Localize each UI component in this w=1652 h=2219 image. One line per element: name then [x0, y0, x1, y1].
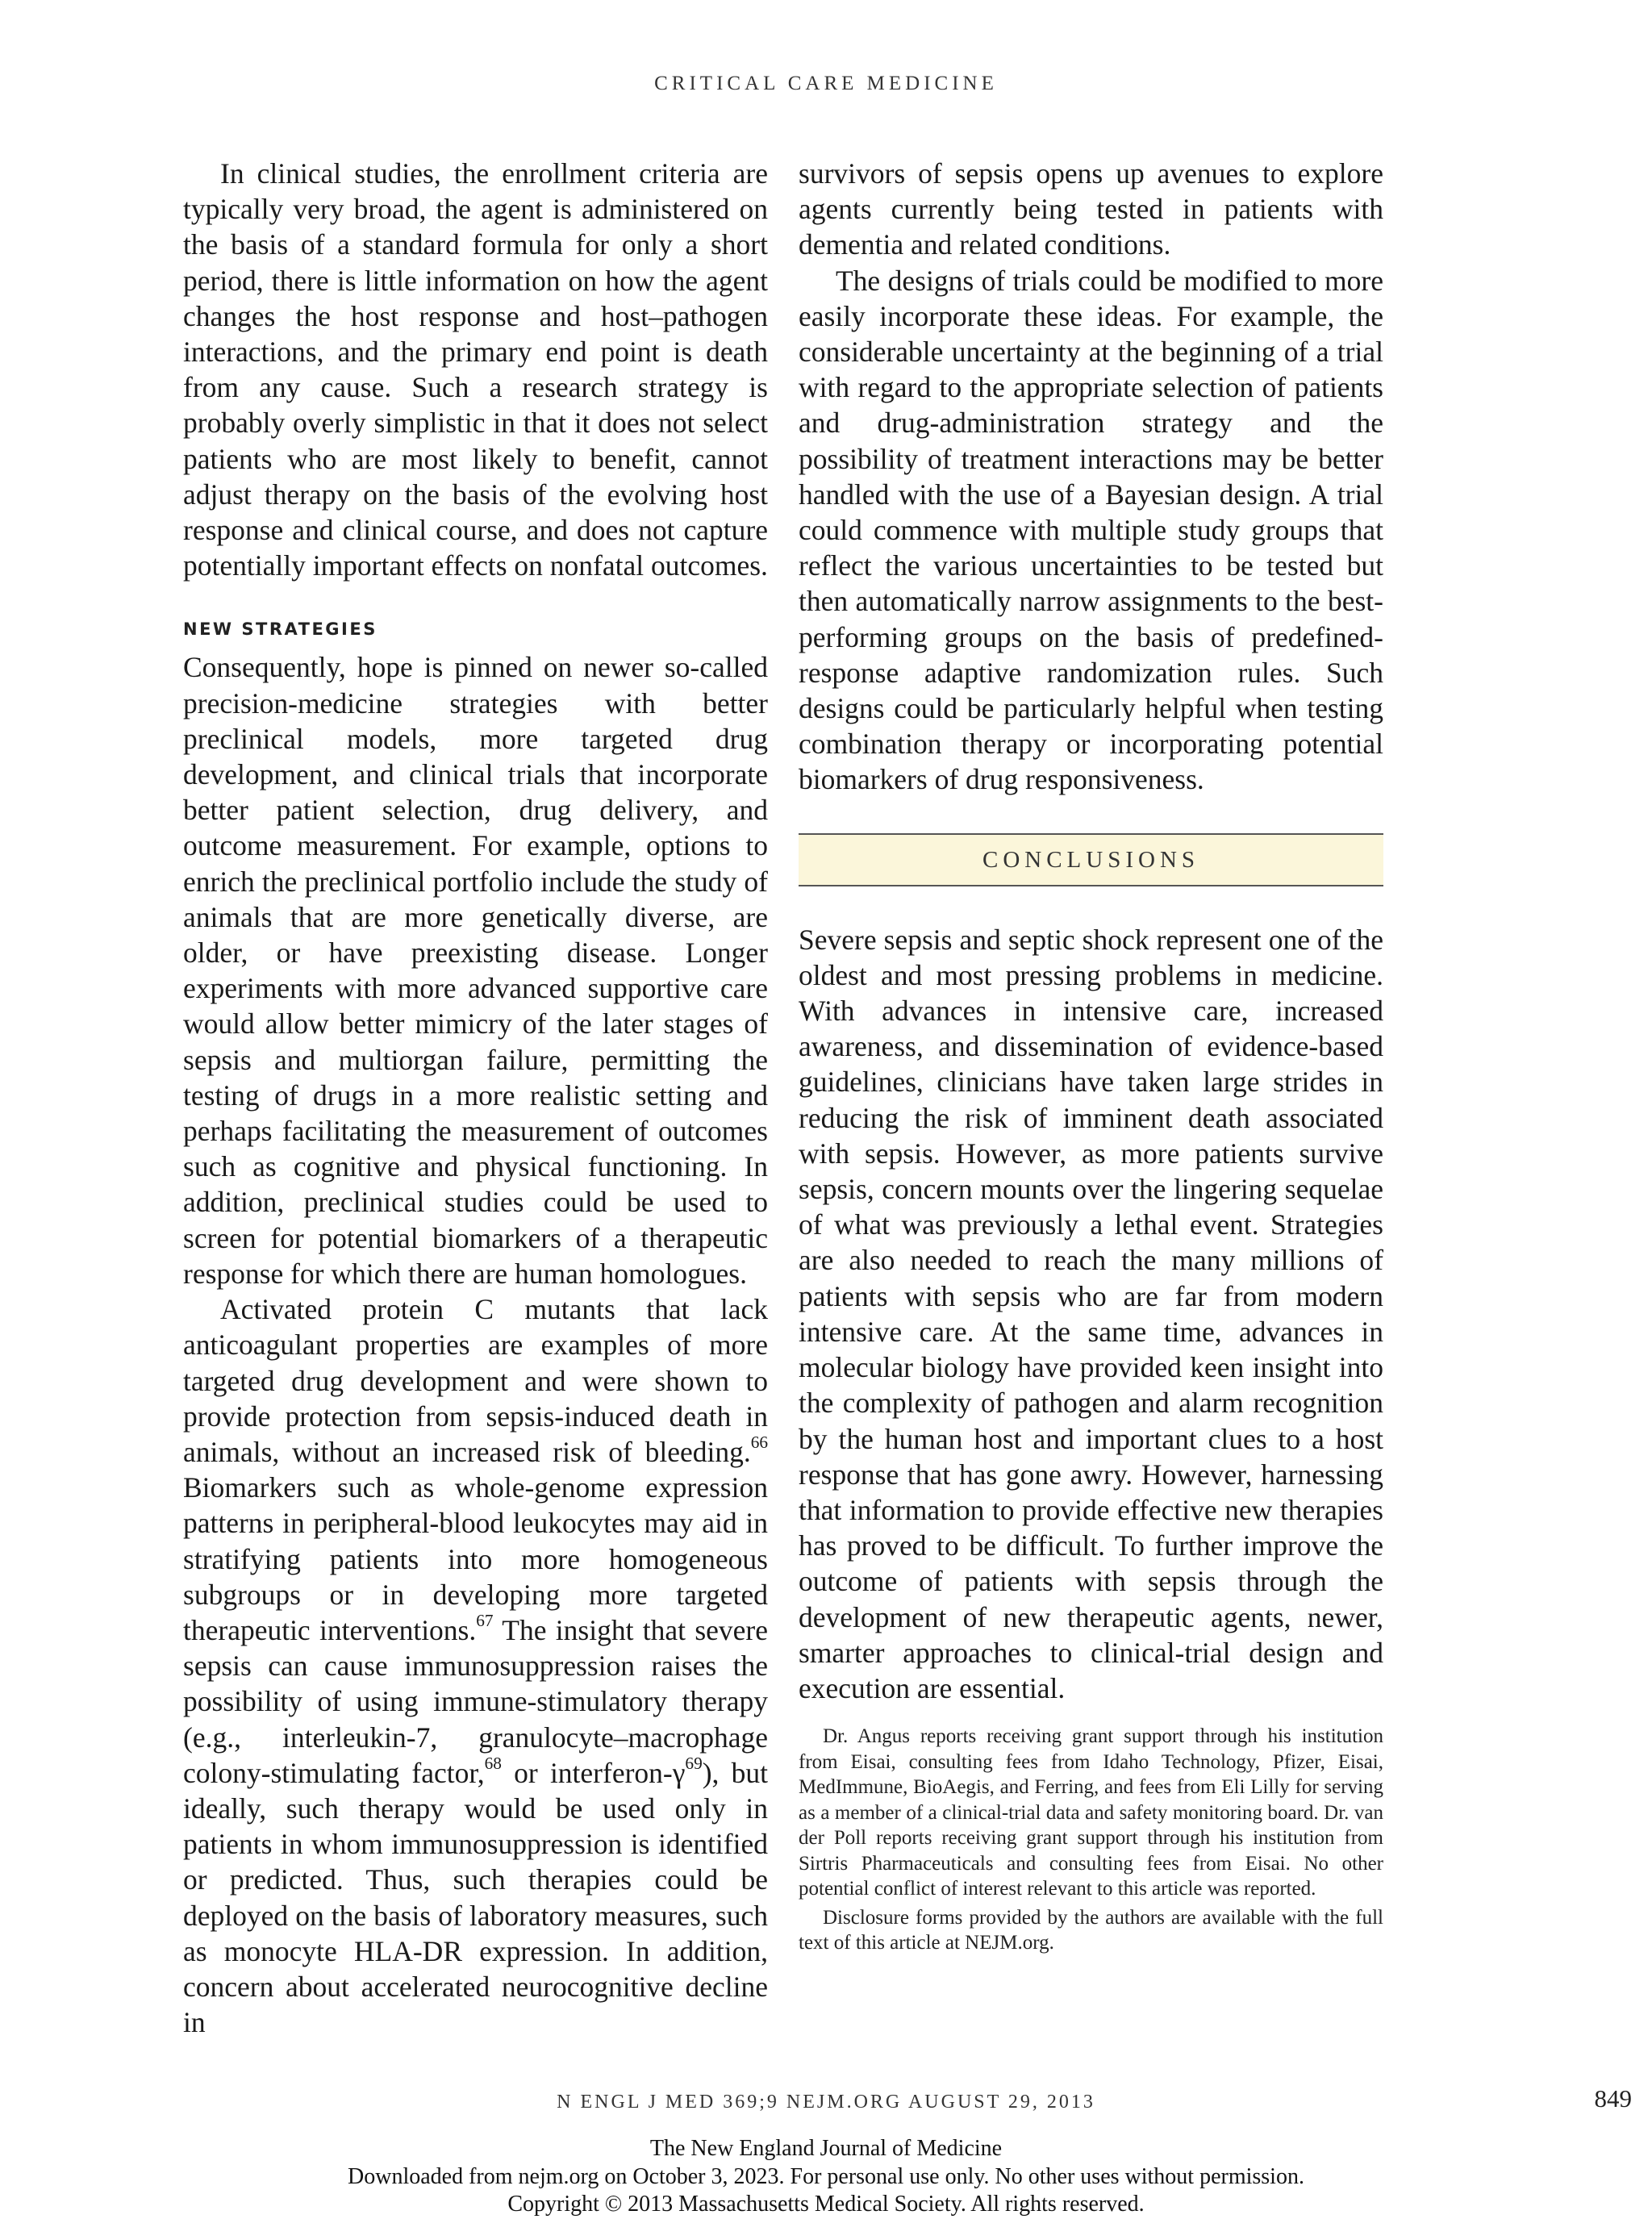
reference-67[interactable]: 67 [476, 1610, 494, 1630]
running-head: CRITICAL CARE MEDICINE [654, 73, 998, 94]
paragraph-conclusions: Severe sepsis and septic shock represent one of the oldest and most pressing problems in medicine. With advances in intensive care, increased awareness, and dissemination of evidence-based guidelines, clinicians have taken large strides in reducing the risk of imminent death associated with sepsis. However, as more patients survive sepsis, concern mounts over the lingering sequelae of what was previously a lethal event. Strategies are also needed to reach the many millions of patients with sepsis who are far from modern intensive care. At the same time, advances in molecular biology have provided keen insight into the complexity of pathogen and alarm recognition by the human host and important clues to a host response that has gone awry. However, harnessing that information to provide effective new therapies has proved to be difficult. To further improve the outcome of patients with sepsis through the development of new therapeutic agents, newer, smarter approaches to clinical-trial design and execution are essential. [799, 923, 1383, 1704]
journal-name: The New England Journal of Medicine [649, 2136, 1003, 2161]
disclosure-forms: Disclosure forms provided by the authors are available with the full text of this article at NEJM.org. [799, 1906, 1383, 1954]
paragraph-clinical-studies: In clinical studies, the enrollment criteria are typically very broad, the agent is administered on the basis of a standard formula for only a short period, there is little information on how the agent changes the host response and host–pathogen interactions, and the primary end point is death from any cause. Such a research strategy is probably overly simplistic in that it does not select patients who are most likely to benefit, cannot adjust therapy on the basis of the evolving host response and clinical course, and does not capture potentially important effects on nonfatal outcomes. [183, 157, 768, 582]
disclosure-conflicts: Dr. Angus reports receiving grant support through his institution from Eisai, consulting fees from Idaho Technology, Pfizer, Eisai, MedImmune, BioAegis, and Ferring, and fees from Eli Lilly for serving as a member of a clinical-trial data and safety monitoring board. Dr. van der Poll reports receiving grant support through his institution from Sirtris Pharmaceuticals and consulting fees from Eisai. No other potential conflict of interest relevant to this article was reported. [799, 1725, 1383, 1900]
paragraph-survivors: survivors of sepsis opens up avenues to explore agents currently being tested in patients with dementia and related conditions. [799, 157, 1383, 261]
subhead-new-strategies: NEW STRATEGIES [183, 619, 378, 640]
paragraph-new-strategies: Consequently, hope is pinned on newer so-called precision-medicine strategies with better preclinical models, more targeted drug development, and clinical trials that incorporate better patient selection, drug delivery, and outcome measurement. For example, options to enrich the preclinical portfolio include the study of animals that are more genetically diverse, are older, or have preexisting disease. Longer experiments with more advanced supportive care would allow better mimicry of the later stages of sepsis and multiorgan failure, permitting the testing of drugs in a more realistic setting and perhaps facilitating the measurement of outcomes such as cognitive and physical functioning. In addition, preclinical studies could be used to screen for potential biomarkers of a therapeutic response for which there are human homologues. [183, 651, 768, 1290]
section-title: CONCLUSIONS [982, 846, 1200, 873]
download-notice [0, 2135, 1652, 2219]
disclosure-block [799, 1724, 1383, 1956]
page-number: 849 [1594, 2084, 1632, 2113]
paragraph-activated-protein-c: Activated protein C mutants that lack anticoagulant properties are examples of more targeted drug development and were shown to provide protection from sepsis-induced death in animals, without an increased risk of bleeding.$^{66}$ Biomarkers such as whole-genome expression patterns in peripheral-blood leukocytes may aid in stratifying patients into more homogeneous subgroups or in developing more targeted therapeutic interventions.$^{67}$ The insight that severe sepsis can cause immunosuppression raises the possibility of using immune-stimulatory therapy (e.g., interleukin-7, granulocyte–macrophage colony-stimulating factor,$^{68}$ or interferon-$\gamma^{69}$), but ideally, such therapy would be used only in patients in whom immunosuppression is identified or predicted. Thus, such therapies could be deployed on the basis of laboratory measures, such as monocyte HLA-DR expression. In addition, concern about accelerated neurocognitive decline in [183, 1293, 769, 2039]
journal-citation-footer: N ENGL J MED 369;9 NEJM.ORG AUGUST 29, 2013 [557, 2092, 1095, 2113]
reference-69[interactable]: 69 [685, 1753, 703, 1773]
reference-66[interactable]: 66 [750, 1432, 768, 1452]
copyright-statement: Copyright © 2013 Massachusetts Medical Society. All rights reserved. [507, 2192, 1145, 2217]
download-statement: Downloaded from nejm.org on October 3, 2023. For personal use only. No other uses without permission. [348, 2163, 1304, 2189]
left-column [183, 156, 768, 2040]
right-column [799, 156, 1383, 1956]
paragraph-trial-designs: The designs of trials could be modified to more easily incorporate these ideas. For example, the considerable uncertainty at the beginning of a trial with regard to the appropriate selection of patients and drug-administration strategy and the possibility of treatment interactions may be better handled with the use of a Bayesian design. A trial could commence with multiple study groups that reflect the various uncertainties to be tested but then automatically narrow assignments to the best-performing groups on the basis of predefined-response adaptive randomization rules. Such designs could be particularly helpful when testing combination therapy or incorporating potential biomarkers of drug responsiveness. [799, 264, 1383, 796]
reference-68[interactable]: 68 [484, 1753, 502, 1773]
section-header-conclusions [799, 833, 1383, 886]
